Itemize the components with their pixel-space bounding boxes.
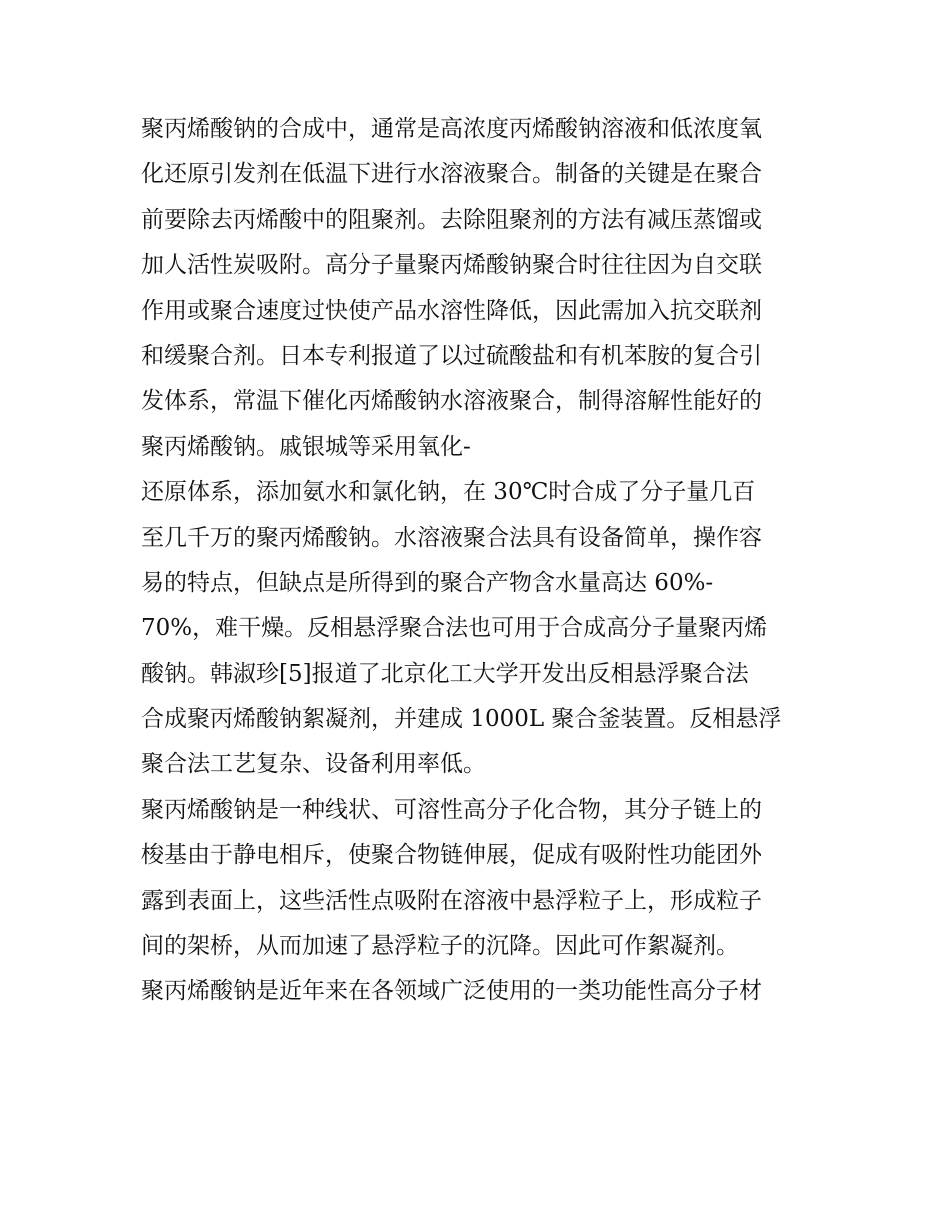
text-line: 还原体系，添加氨水和氯化钠，在 30℃时合成了分子量几百 (141, 479, 756, 506)
text-line: 梭基由于静电相斥，使聚合物链伸展，促成有吸附性功能团外 (141, 842, 762, 869)
text-line: 至几千万的聚丙烯酸钠。水溶液聚合法具有设备简单，操作容 (141, 524, 762, 551)
body-text (141, 107, 821, 1015)
text-line: 聚丙烯酸钠的合成中，通常是高浓度丙烯酸钠溶液和低浓度氧 (141, 116, 762, 142)
text-line: 加人活性炭吸附。高分子量聚丙烯酸钠聚合时往往因为自交联 (141, 252, 762, 279)
text-line: 聚丙烯酸钠是一种线状、可溶性高分子化合物，其分子链上的 (141, 796, 762, 823)
text-line: 聚合法工艺复杂、设备利用率低。 (141, 751, 486, 778)
text-line: 70%，难干燥。反相悬浮聚合法也可用于合成高分子量聚丙烯 (141, 615, 768, 642)
text-line: 前要除去丙烯酸中的阻聚剂。去除阻聚剂的方法有减压蒸馏或 (141, 206, 762, 233)
text-line: 聚丙烯酸钠是近年来在各领域广泛使用的一类功能性高分子材 (141, 978, 762, 1005)
text-line: 化还原引发剂在低温下进行水溶液聚合。制备的关键是在聚合 (141, 161, 762, 188)
text-line: 合成聚丙烯酸钠絮凝剂，并建成 1000L 聚合釜装置。反相悬浮 (141, 706, 782, 733)
text-line: 酸钠。韩淑珍[5]报道了北京化工大学开发出反相悬浮聚合法 (141, 660, 749, 687)
text-line: 聚丙烯酸钠。戚银城等采用氧化- (141, 433, 471, 460)
text-line: 露到表面上，这些活性点吸附在溶液中悬浮粒子上，形成粒子 (141, 887, 762, 914)
text-line: 易的特点，但缺点是所得到的聚合产物含水量高达 60%- (141, 569, 714, 596)
text-line: 作用或聚合速度过快使产品水溶性降低，因此需加入抗交联剂 (141, 297, 762, 324)
text-line: 发体系，常温下催化丙烯酸钠水溶液聚合，制得溶解性能好的 (141, 388, 762, 415)
text-line: 和缓聚合剂。日本专利报道了以过硫酸盐和有机苯胺的复合引 (141, 342, 762, 369)
text-line: 间的架桥，从而加速了悬浮粒子的沉降。因此可作絮凝剂。 (141, 933, 739, 960)
